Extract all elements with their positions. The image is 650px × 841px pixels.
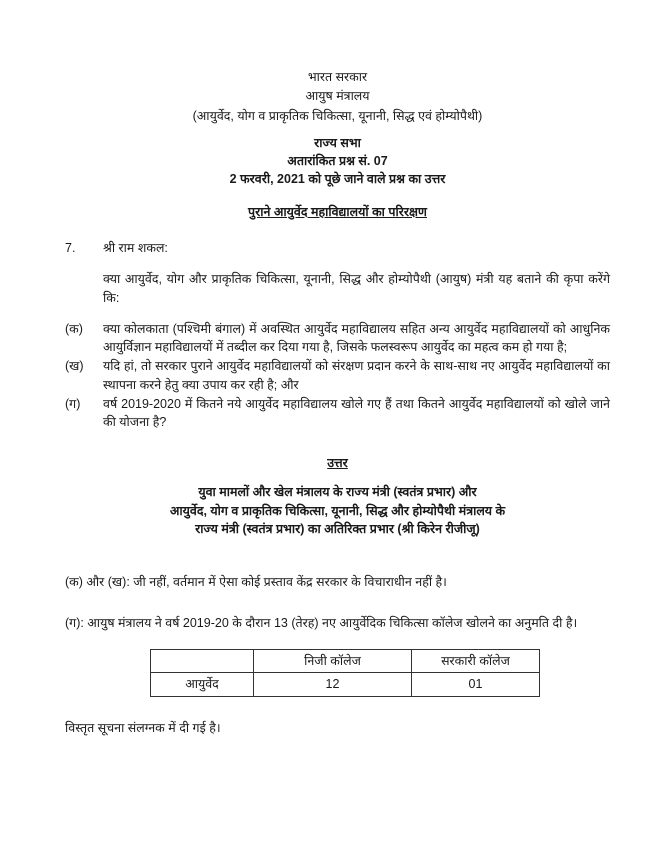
house-name: राज्य सभा xyxy=(314,136,361,151)
part-text: वर्ष 2019-2020 में कितने नये आयुर्वेद महाविद्यालय खोले गए हैं तथा कितने आयुर्वेद महाविद्यालयों को खोले जाने की योजना है? xyxy=(103,396,610,430)
answer-para-ga: (ग): आयुष मंत्रालय ने वर्ष 2019-20 के दौरान 13 (तेरह) नए आयुर्वेदिक चिकित्सा कॉलेज खोलने का अनुमति दी है। xyxy=(65,615,578,630)
question-number-line: अतारांकित प्रश्न सं. 07 xyxy=(287,154,388,169)
question-asker: श्री राम शकल: xyxy=(103,241,168,256)
question-part-kha xyxy=(65,357,610,395)
part-text: क्या कोलकाता (पश्चिमी बंगाल) में अवस्थित आयुर्वेद महाविद्यालय सहित अन्य आयुर्वेद महाविद्यालयों को आधुनिक आयुर्विज्ञान महाविद्यालयों में तब्दील कर दिया गया है, जिसके फलस्वरूप आयुर्वेद का महत्व कम हो गया है; xyxy=(103,321,610,355)
colleges-table xyxy=(150,649,540,698)
minister-block xyxy=(65,483,610,539)
document-header xyxy=(65,68,610,126)
table-header-private: निजी कॉलेज xyxy=(254,649,412,673)
table-header-government: सरकारी कॉलेज xyxy=(412,649,540,673)
ministry-line: आयुष मंत्रालय xyxy=(305,89,370,104)
question-number: 7. xyxy=(65,241,76,256)
table-cell-government-count: 01 xyxy=(412,673,540,697)
question-intro-text: क्या आयुर्वेद, योग और प्राकृतिक चिकित्सा, यूनानी, सिद्ध और होम्योपैथी (आयुष) मंत्री यह बताने की कृपा करेंगे कि: xyxy=(103,272,610,305)
part-label: (ग) xyxy=(65,396,81,411)
subject-title: पुराने आयुर्वेद महाविद्यालयों का परिरक्षण xyxy=(248,204,427,219)
question-intro-row xyxy=(65,270,610,308)
part-text: यदि हां, तो सरकार पुराने आयुर्वेद महाविद्यालयों को संरक्षण प्रदान करने के साथ-साथ नए आयुर्वेद महाविद्यालयों का स्थापना करने हेतु क्या उपाय कर रही है; और xyxy=(103,359,610,392)
table-row xyxy=(151,673,540,697)
question-intro-spacer xyxy=(65,270,103,308)
answer-title-wrap xyxy=(65,454,610,473)
subject-line-wrap xyxy=(65,203,610,222)
ministry-expansion-line: (आयुर्वेद, योग व प्राकृतिक चिकित्सा, यूनानी, सिद्ध एवं होम्योपैथी) xyxy=(192,108,483,123)
part-label: (क) xyxy=(65,321,83,336)
table-header-row xyxy=(151,649,540,673)
table-header-blank xyxy=(151,649,254,673)
part-label: (ख) xyxy=(65,359,84,373)
question-date-line: 2 फरवरी, 2021 को पूछे जाने वाले प्रश्न का उत्तर xyxy=(229,172,446,187)
house-block xyxy=(65,134,610,188)
minister-line-2: आयुर्वेद, योग व प्राकृतिक चिकित्सा, यूनानी, सिद्ध और होम्योपैथी मंत्रालय के xyxy=(169,503,506,518)
answer-para-ka-kha: (क) और (ख): जी नहीं, वर्तमान में ऐसा कोई प्रस्ताव केंद्र सरकार के विचाराधीन नहीं है। xyxy=(65,575,447,589)
government-line: भारत सरकार xyxy=(307,70,368,84)
question-part-ga xyxy=(65,395,610,433)
minister-line-1: युवा मामलों और खेल मंत्रालय के राज्य मंत्री (स्वतंत्र प्रभार) और xyxy=(198,484,477,499)
answer-title: उत्तर xyxy=(327,456,348,470)
question-parts xyxy=(65,320,610,433)
table-cell-private-count: 12 xyxy=(254,673,412,697)
question-asker-row xyxy=(65,239,610,258)
question-part-ka xyxy=(65,320,610,358)
question-section xyxy=(65,239,610,432)
table-cell-category: आयुर्वेद xyxy=(151,673,254,697)
minister-line-3: राज्य मंत्री (स्वतंत्र प्रभार) का अतिरिक्त प्रभार (श्री किरेन रीजीजू) xyxy=(195,522,480,537)
footer-note: विस्तृत सूचना संलग्नक में दी गई है। xyxy=(65,721,221,735)
